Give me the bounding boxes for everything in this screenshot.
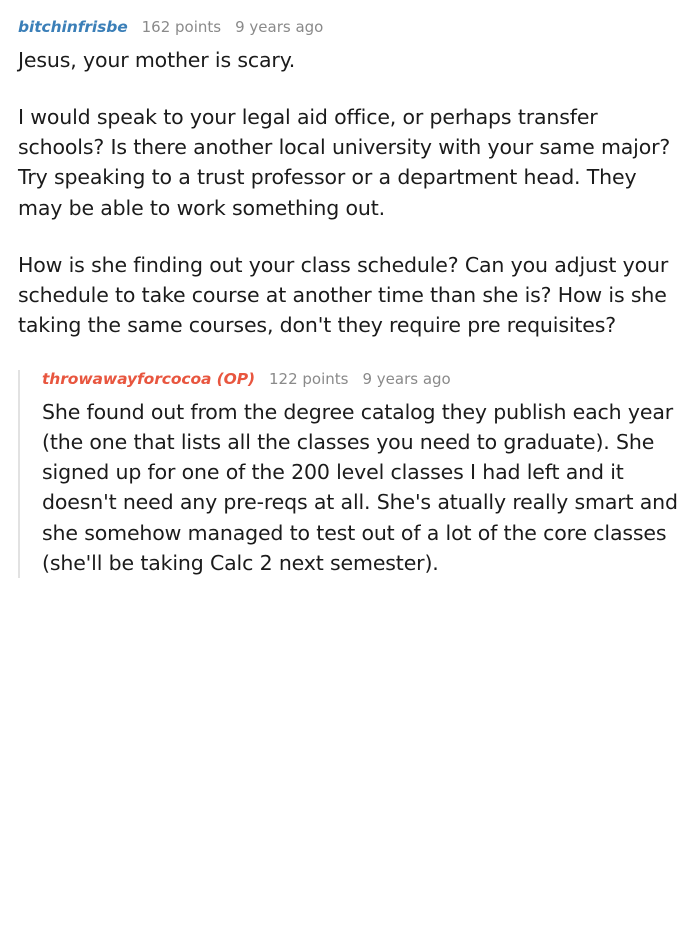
- comment-author-link[interactable]: bitchinfrisbe: [18, 18, 128, 36]
- comment-paragraph: I would speak to your legal aid office, or perhaps transfer schools? Is there another local university with your same major? Try speaking to a trust professor or a department head. They may be able to work something out.: [18, 105, 671, 220]
- reply-metadata: [42, 370, 682, 388]
- comment-body: [18, 45, 682, 340]
- comment-top-level: [18, 18, 682, 340]
- reply-author-link[interactable]: throwawayforcocoa (OP): [42, 370, 255, 388]
- comment-paragraph: Jesus, your mother is scary.: [18, 48, 296, 72]
- reply-score: 122 points: [269, 370, 349, 388]
- comment-reply: [18, 370, 682, 578]
- reply-paragraph: She found out from the degree catalog they publish each year (the one that lists all the classes you need to graduate). She signed up for one of the 200 level classes I had left and it doesn't need any pre-reqs at all. She's atually really smart and she somehow managed to test out of a lot of the core classes (she'll be taking Calc 2 next semester).: [42, 400, 678, 575]
- comment-paragraph: How is she finding out your class schedule? Can you adjust your schedule to take course at another time than she is? How is she taking the same courses, don't they require pre requisites?: [18, 252, 669, 337]
- comment-timestamp: 9 years ago: [235, 18, 324, 36]
- comment-score: 162 points: [141, 18, 222, 36]
- reply-timestamp: 9 years ago: [362, 370, 451, 388]
- comment-metadata: [18, 18, 682, 36]
- reply-body: [42, 397, 682, 578]
